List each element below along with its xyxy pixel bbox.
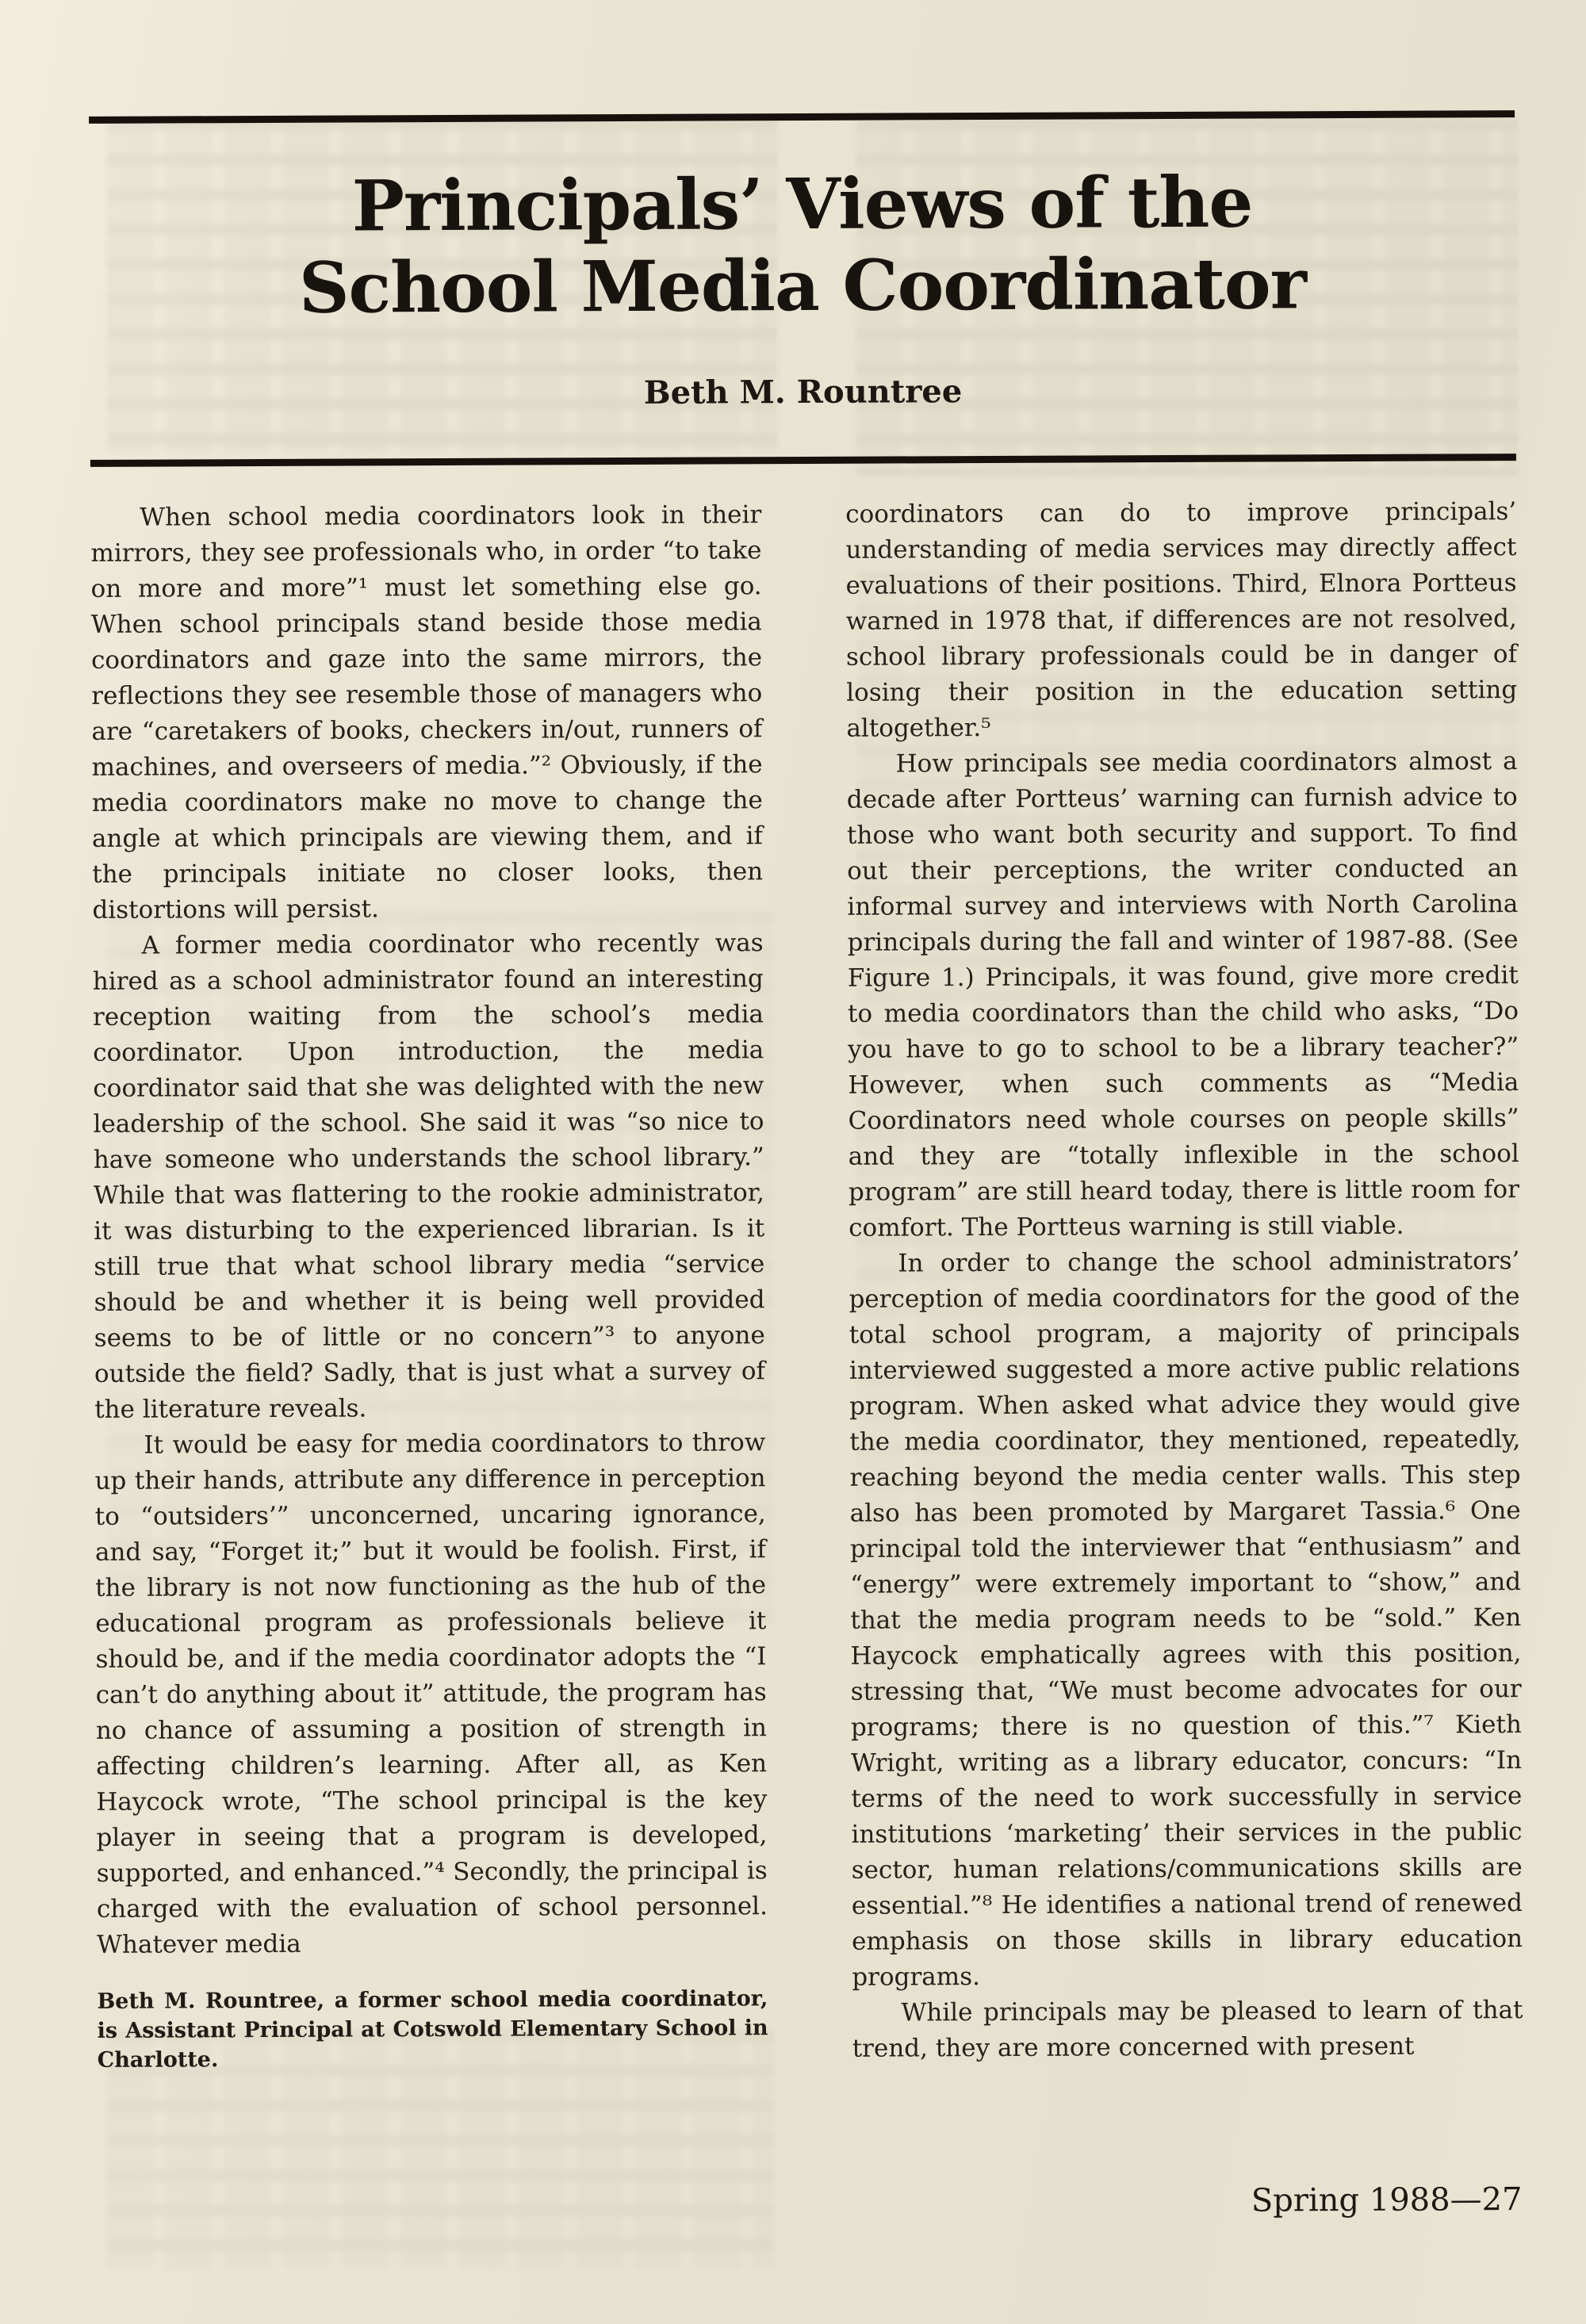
paragraph: A former media coordinator who recently was hired as a school administrator found an interesting reception waiting from the school’s media coordinator. Upon introduction, the media coordinator said that she was delighted with the new leadership of the school. She said it was “so nice to have someone who understands the school library.” While that was flattering to the rookie administrator, it was disturbing to the experienced librarian. Is it still true that what school library media “service should be and whether it is being well provided seems to be of little or no concern”³ to anyone outside the field? Sadly, that is just what a survey of the literature reveals. [92, 928, 766, 1424]
article-page [89, 110, 1524, 2289]
header-rule [90, 454, 1516, 467]
article-header [89, 160, 1515, 414]
paragraph-continuation: coordinators can do to improve principals’ understanding of media services may directly affect evaluations of their positions. Third, Elnora Portteus warned in 1978 that, if differences are not resolved, school library professionals could be in danger of losing their position in the education setting altogether.⁵ [845, 497, 1518, 743]
paragraph: In order to change the school administrators’ perception of media coordinators for the good of the total school program, a majority of principals interviewed suggested a more active public relations program. When asked what advice they would give the media coordinator, they mentioned, repeatedly, reaching beyond the media center walls. This step also has been promoted by Margaret Tassia.⁶ One principal told the interviewer that “enthusiasm” and “energy” were extremely important to “show,” and that the media program needs to be “sold.” Ken Haycock emphatically agrees with this position, stressing that, “We must become advocates for our programs; there is no question of this.”⁷ Kieth Wright, writing as a library educator, concurs: “In terms of the need to work successfully in service institutions ‘marketing’ their services in the public sector, human relations/communications skills are essential.”⁸ He identifies a national trend of renewed emphasis on those skills in library education programs. [849, 1246, 1523, 1992]
top-rule [89, 110, 1515, 124]
left-column [90, 497, 768, 2075]
paragraph: How principals see media coordinators almost a decade after Portteus’ warning can furnish advice to those who want both security and support. To find out their perceptions, the writer conducted an informal survey and interviews with North Carolina principals during the fall and winter of 1987-88. (See Figure 1.) Principals, it was found, give more credit to media coordinators than the child who asks, “Do you have to go to school to be a library teacher?” However, when such comments as “Media Coordinators need whole courses on people skills” and they are “totally inflexible in the school program” are still heard today, there is little room for comfort. The Portteus warning is still viable. [846, 747, 1520, 1242]
title-line-2: School Media Coordinator [298, 242, 1307, 329]
paragraph: When school media coordinators look in their mirrors, they see professionals who, in order “to take on more and more”¹ must let something else go. When school principals stand beside those media coordinators and gaze into the same mirrors, the reflections they see resemble those of managers who are “caretakers of books, checkers in/out, runners of machines, and overseers of media.”² Obviously, if the media coordinators make no move to change the angle at which principals are viewing them, and if the principals initiate no closer looks, then distortions will persist. [90, 500, 764, 925]
title-line-1: Principals’ Views of the [351, 160, 1253, 247]
byline: Beth M. Rountree [643, 373, 963, 412]
author-note: Beth M. Rountree, a former school media coordinator, is Assistant Principal at Cotswold Elementary School in Charlotte. [97, 1986, 768, 2073]
article-body [90, 494, 1523, 2075]
paragraph: It would be easy for media coordinators to throw up their hands, attribute any difference in perception to “outsiders’” unconcerned, uncaring ignorance, and say, “Forget it;” but it would be foolish. First, if the library is not now functioning as the hub of the educational program as professionals believe it should be, and if the media coordinator adopts the “I can’t do anything about it” attitude, the program has no chance of assuming a position of strength in affecting children’s learning. After all, as Ken Haycock wrote, “The school principal is the key player in seeing that a program is developed, supported, and enhanced.”⁴ Secondly, the principal is charged with the evaluation of school personnel. Whatever media [94, 1428, 768, 1959]
paragraph: While principals may be pleased to learn of that trend, they are more concerned with present [852, 1996, 1523, 2063]
article-title [89, 160, 1515, 330]
right-column [845, 494, 1523, 2072]
page-footer: Spring 1988—27 [1251, 2181, 1523, 2219]
